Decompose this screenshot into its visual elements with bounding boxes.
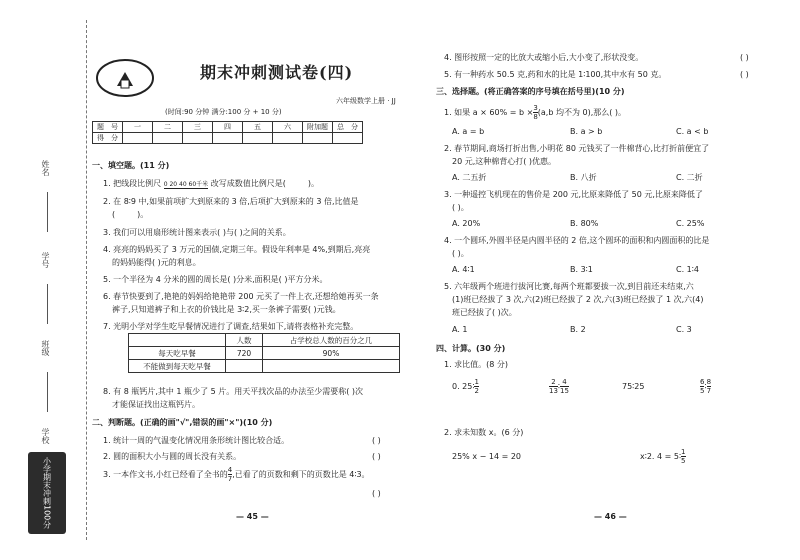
choice-option-c[interactable]: C. 25% bbox=[676, 219, 705, 228]
class-line bbox=[47, 372, 48, 412]
question-fill-8b: 才能保证找出这瓶钙片。 bbox=[112, 400, 200, 409]
section-calc-header: 四、计算。(30 分) bbox=[436, 344, 506, 353]
score-cell: 题 号 bbox=[93, 122, 123, 133]
choice-option-c[interactable]: C. 二折 bbox=[676, 173, 703, 182]
fraction bbox=[474, 378, 478, 395]
breakfast-table bbox=[128, 333, 400, 373]
choice-option-a[interactable]: A. 1 bbox=[452, 325, 468, 334]
answer-blank[interactable]: ( ) bbox=[372, 436, 381, 445]
question-fill-6b: 裤子,只知道裤子和上衣的价钱比是 3∶2,买一条裤子需要( )元钱。 bbox=[112, 305, 341, 314]
question-judge-4: 4. 图形按照一定的比放大或缩小后,大小变了,形状没变。 bbox=[444, 53, 644, 62]
denominator: 7 bbox=[227, 475, 233, 483]
table-row bbox=[129, 347, 400, 360]
answer-blank[interactable]: ( ) bbox=[372, 489, 381, 498]
question-choice-5a: 5. 六年级两个班进行拔河比赛,每两个班都要拔一次,到目前还未结束,六 bbox=[444, 282, 694, 291]
question-fill-8a: 8. 有 8 瓶钙片,其中 1 瓶少了 5 片。用天平找次品的办法至少需要称( )次 bbox=[103, 387, 364, 396]
question-text: 3. 一本作文书,小红已经看了全书的 bbox=[103, 470, 228, 479]
question-judge-2: 2. 圆的面积大小与圆的周长没有关系。 bbox=[103, 452, 242, 461]
denominator: 8 bbox=[533, 113, 538, 121]
question-choice-5c: 班已经拔了( )次。 bbox=[452, 308, 517, 317]
choice-option-c[interactable]: C. 3 bbox=[676, 325, 692, 334]
score-input-cell[interactable] bbox=[303, 133, 333, 144]
question-fill-4a: 4. 亮亮的妈妈买了 3 万元的国债,定期三年。假设年利率是 4%,到期后,亮亮 bbox=[103, 245, 371, 254]
table-cell: 720 bbox=[226, 347, 263, 360]
table-cell: 占学校总人数的百分之几 bbox=[263, 334, 400, 347]
question-judge-3 bbox=[103, 466, 370, 483]
question-choice-1 bbox=[444, 104, 626, 121]
denominator: 7 bbox=[706, 387, 712, 395]
score-header-row bbox=[93, 122, 363, 133]
score-cell: 二 bbox=[153, 122, 183, 133]
ratio-expression-2: $\frac{2}{13}$ ∶ $\frac{4}{15}$ bbox=[549, 378, 569, 395]
score-table bbox=[92, 121, 363, 144]
question-text: (a,b 均不为 0),那么( )。 bbox=[537, 108, 627, 117]
answer-blank[interactable]: ( ) bbox=[740, 70, 749, 79]
section-fill-header: 一、填空题。(11 分) bbox=[92, 161, 170, 170]
score-cell: 三 bbox=[183, 122, 213, 133]
choice-option-b[interactable]: B. 八折 bbox=[570, 173, 597, 182]
score-cell: 五 bbox=[243, 122, 273, 133]
question-choice-3a: 3. 一种遥控飞机现在的售价是 200 元,比原来降低了 50 元,比原来降低了 bbox=[444, 190, 703, 199]
choice-option-b[interactable]: B. 80% bbox=[570, 219, 599, 228]
score-cell: 六 bbox=[273, 122, 303, 133]
question-choice-4a: 4. 一个圆环,外圆半径是内圆半径的 2 倍,这个圆环的面积和内圆面积的比是 bbox=[444, 236, 710, 245]
exam-title: 期末冲刺测试卷(四) bbox=[200, 63, 354, 82]
table-cell: 不能做到每天吃早餐 bbox=[129, 360, 226, 373]
brand-logo bbox=[93, 52, 157, 100]
choice-option-b[interactable]: B. a > b bbox=[570, 127, 603, 136]
equation-1: 25% x − 14 = 20 bbox=[452, 452, 521, 461]
section-judge-header: 二、判断题。(正确的画"√",错误的画"×")(10 分) bbox=[92, 418, 273, 427]
question-fill-1 bbox=[103, 178, 319, 190]
question-text: 改写成数值比例尺是( bbox=[210, 179, 286, 188]
score-cell: 得 分 bbox=[93, 133, 123, 144]
expression-text: 0. 25∶ bbox=[452, 382, 475, 391]
table-cell: 每天吃早餐 bbox=[129, 347, 226, 360]
score-input-cell[interactable] bbox=[273, 133, 303, 144]
expression-text: x∶2. 4 = 5∶ bbox=[640, 452, 682, 461]
score-cell: 四 bbox=[213, 122, 243, 133]
question-fill-6a: 6. 春节快要到了,艳艳的妈妈给艳艳带 200 元买了一件上衣,还想给她再买一条 bbox=[103, 292, 379, 301]
numerator: 6 bbox=[700, 378, 705, 386]
question-fill-5: 5. 一个半径为 4 分米的圆的周长是( )分米,面积是( )平方分米。 bbox=[103, 275, 328, 284]
numerator: 4 bbox=[227, 466, 233, 474]
choice-option-a[interactable]: A. 4∶1 bbox=[452, 265, 475, 274]
fraction bbox=[560, 378, 569, 395]
fraction bbox=[700, 378, 704, 395]
question-calc-1: 1. 求比值。(8 分) bbox=[444, 360, 509, 369]
score-cell: 总 分 bbox=[333, 122, 363, 133]
answer-blank[interactable]: ( ) bbox=[372, 452, 381, 461]
question-text: 1. 如果 a × 60% = b × bbox=[444, 108, 534, 117]
denominator: 5 bbox=[681, 457, 686, 465]
score-cell: 附加题 bbox=[303, 122, 333, 133]
score-input-cell[interactable] bbox=[333, 133, 363, 144]
table-answer-cell[interactable] bbox=[226, 360, 263, 373]
numerator: 4 bbox=[560, 378, 569, 387]
ratio-expression-4: $\frac{6}{5}$ ∶ $\frac{8}{7}$ bbox=[700, 378, 712, 395]
student-number-label: 学号 bbox=[41, 252, 50, 268]
table-cell: 90% bbox=[263, 347, 400, 360]
question-judge-5: 5. 有一种药水 50.5 克,药和水的比是 1∶100,其中水有 50 克。 bbox=[444, 70, 667, 79]
class-label: 班级 bbox=[41, 340, 50, 356]
choice-option-c[interactable]: C. a < b bbox=[676, 127, 709, 136]
numerator: 8 bbox=[706, 378, 712, 386]
fraction bbox=[707, 378, 711, 395]
question-text: 1. 把线段比例尺 bbox=[103, 179, 162, 188]
school-label: 学校 bbox=[41, 428, 50, 444]
scale-bar: 0 20 40 60千米 bbox=[163, 181, 209, 188]
exam-meta: (时间:90 分钟 满分:100 分 + 10 分) bbox=[165, 108, 282, 116]
choice-option-a[interactable]: A. 20% bbox=[452, 219, 481, 228]
question-fill-4b: 的妈妈能得( )元的利息。 bbox=[112, 258, 201, 267]
choice-option-a[interactable]: A. 二五折 bbox=[452, 173, 487, 182]
score-input-cell[interactable] bbox=[123, 133, 153, 144]
page-number-right: — 46 — bbox=[594, 512, 627, 521]
denominator: 15 bbox=[560, 387, 569, 395]
denominator: 5 bbox=[700, 387, 705, 395]
question-calc-2: 2. 求未知数 x。(6 分) bbox=[444, 428, 524, 437]
denominator: 13 bbox=[549, 387, 558, 395]
name-line bbox=[47, 192, 48, 232]
question-text: ( bbox=[112, 210, 116, 219]
section-choice-header: 三、选择题。(将正确答案的序号填在括号里)(10 分) bbox=[436, 87, 625, 96]
page-number-left: — 45 — bbox=[236, 512, 269, 521]
score-input-cell[interactable] bbox=[153, 133, 183, 144]
question-choice-2a: 2. 春节期间,商场打折出售,小明花 80 元钱买了一件棉背心,比打折前便宜了 bbox=[444, 144, 710, 153]
score-input-cell[interactable] bbox=[213, 133, 243, 144]
name-label: 姓名 bbox=[41, 160, 50, 176]
equation-2 bbox=[640, 448, 686, 465]
grade-label: 六年级数学上册 · JJ bbox=[336, 97, 396, 105]
question-choice-5b: (1)班已经拔了 3 次,六(2)班已经拔了 2 次,六(3)班已经拔了 1 次,六(4) bbox=[452, 295, 704, 304]
ratio-expression-3: 75∶25 bbox=[622, 382, 645, 391]
answer-blank[interactable]: ( ) bbox=[740, 53, 749, 62]
question-text: ,已看了的页数和剩下的页数比是 4∶3。 bbox=[232, 470, 370, 479]
brand-stamp: 小学期末冲刺100分 bbox=[28, 452, 66, 534]
table-cell bbox=[129, 334, 226, 347]
score-value-row bbox=[93, 133, 363, 144]
choice-option-a[interactable]: A. a = b bbox=[452, 127, 485, 136]
table-row bbox=[129, 360, 400, 373]
fraction bbox=[549, 378, 558, 395]
question-fill-7: 7. 光明小学对学生吃早餐情况进行了调查,结果如下,请将表格补充完整。 bbox=[103, 322, 359, 331]
choice-option-c[interactable]: C. 1∶4 bbox=[676, 265, 699, 274]
numerator: 2 bbox=[549, 378, 558, 387]
question-choice-2b: 20 元,这种棉背心打( )优惠。 bbox=[452, 157, 557, 166]
numerator: 1 bbox=[681, 448, 686, 456]
score-input-cell[interactable] bbox=[183, 133, 213, 144]
question-text: )。 bbox=[137, 210, 149, 219]
score-input-cell[interactable] bbox=[243, 133, 273, 144]
fraction bbox=[681, 448, 685, 465]
table-answer-cell[interactable] bbox=[263, 360, 400, 373]
student-number-line bbox=[47, 284, 48, 324]
question-choice-4b: ( )。 bbox=[452, 249, 469, 258]
question-judge-1: 1. 统计一周的气温变化情况用条形统计图比较合适。 bbox=[103, 436, 290, 445]
question-choice-3b: ( )。 bbox=[452, 203, 469, 212]
question-text: )。 bbox=[307, 179, 319, 188]
table-cell: 人数 bbox=[226, 334, 263, 347]
score-cell: 一 bbox=[123, 122, 153, 133]
question-fill-2b bbox=[112, 209, 148, 220]
choice-option-b[interactable]: B. 2 bbox=[570, 325, 586, 334]
choice-option-b[interactable]: B. 3∶1 bbox=[570, 265, 593, 274]
ratio-expression-1 bbox=[452, 378, 479, 395]
question-fill-3: 3. 我们可以用扇形统计图来表示( )与( )之间的关系。 bbox=[103, 228, 291, 237]
question-fill-2a: 2. 在 8∶9 中,如果前项扩大到原来的 3 倍,后项扩大到原来的 3 倍,比值是 bbox=[103, 197, 359, 206]
denominator: 2 bbox=[474, 387, 479, 395]
table-header-row bbox=[129, 334, 400, 347]
numerator: 3 bbox=[533, 104, 538, 112]
numerator: 1 bbox=[474, 378, 479, 386]
